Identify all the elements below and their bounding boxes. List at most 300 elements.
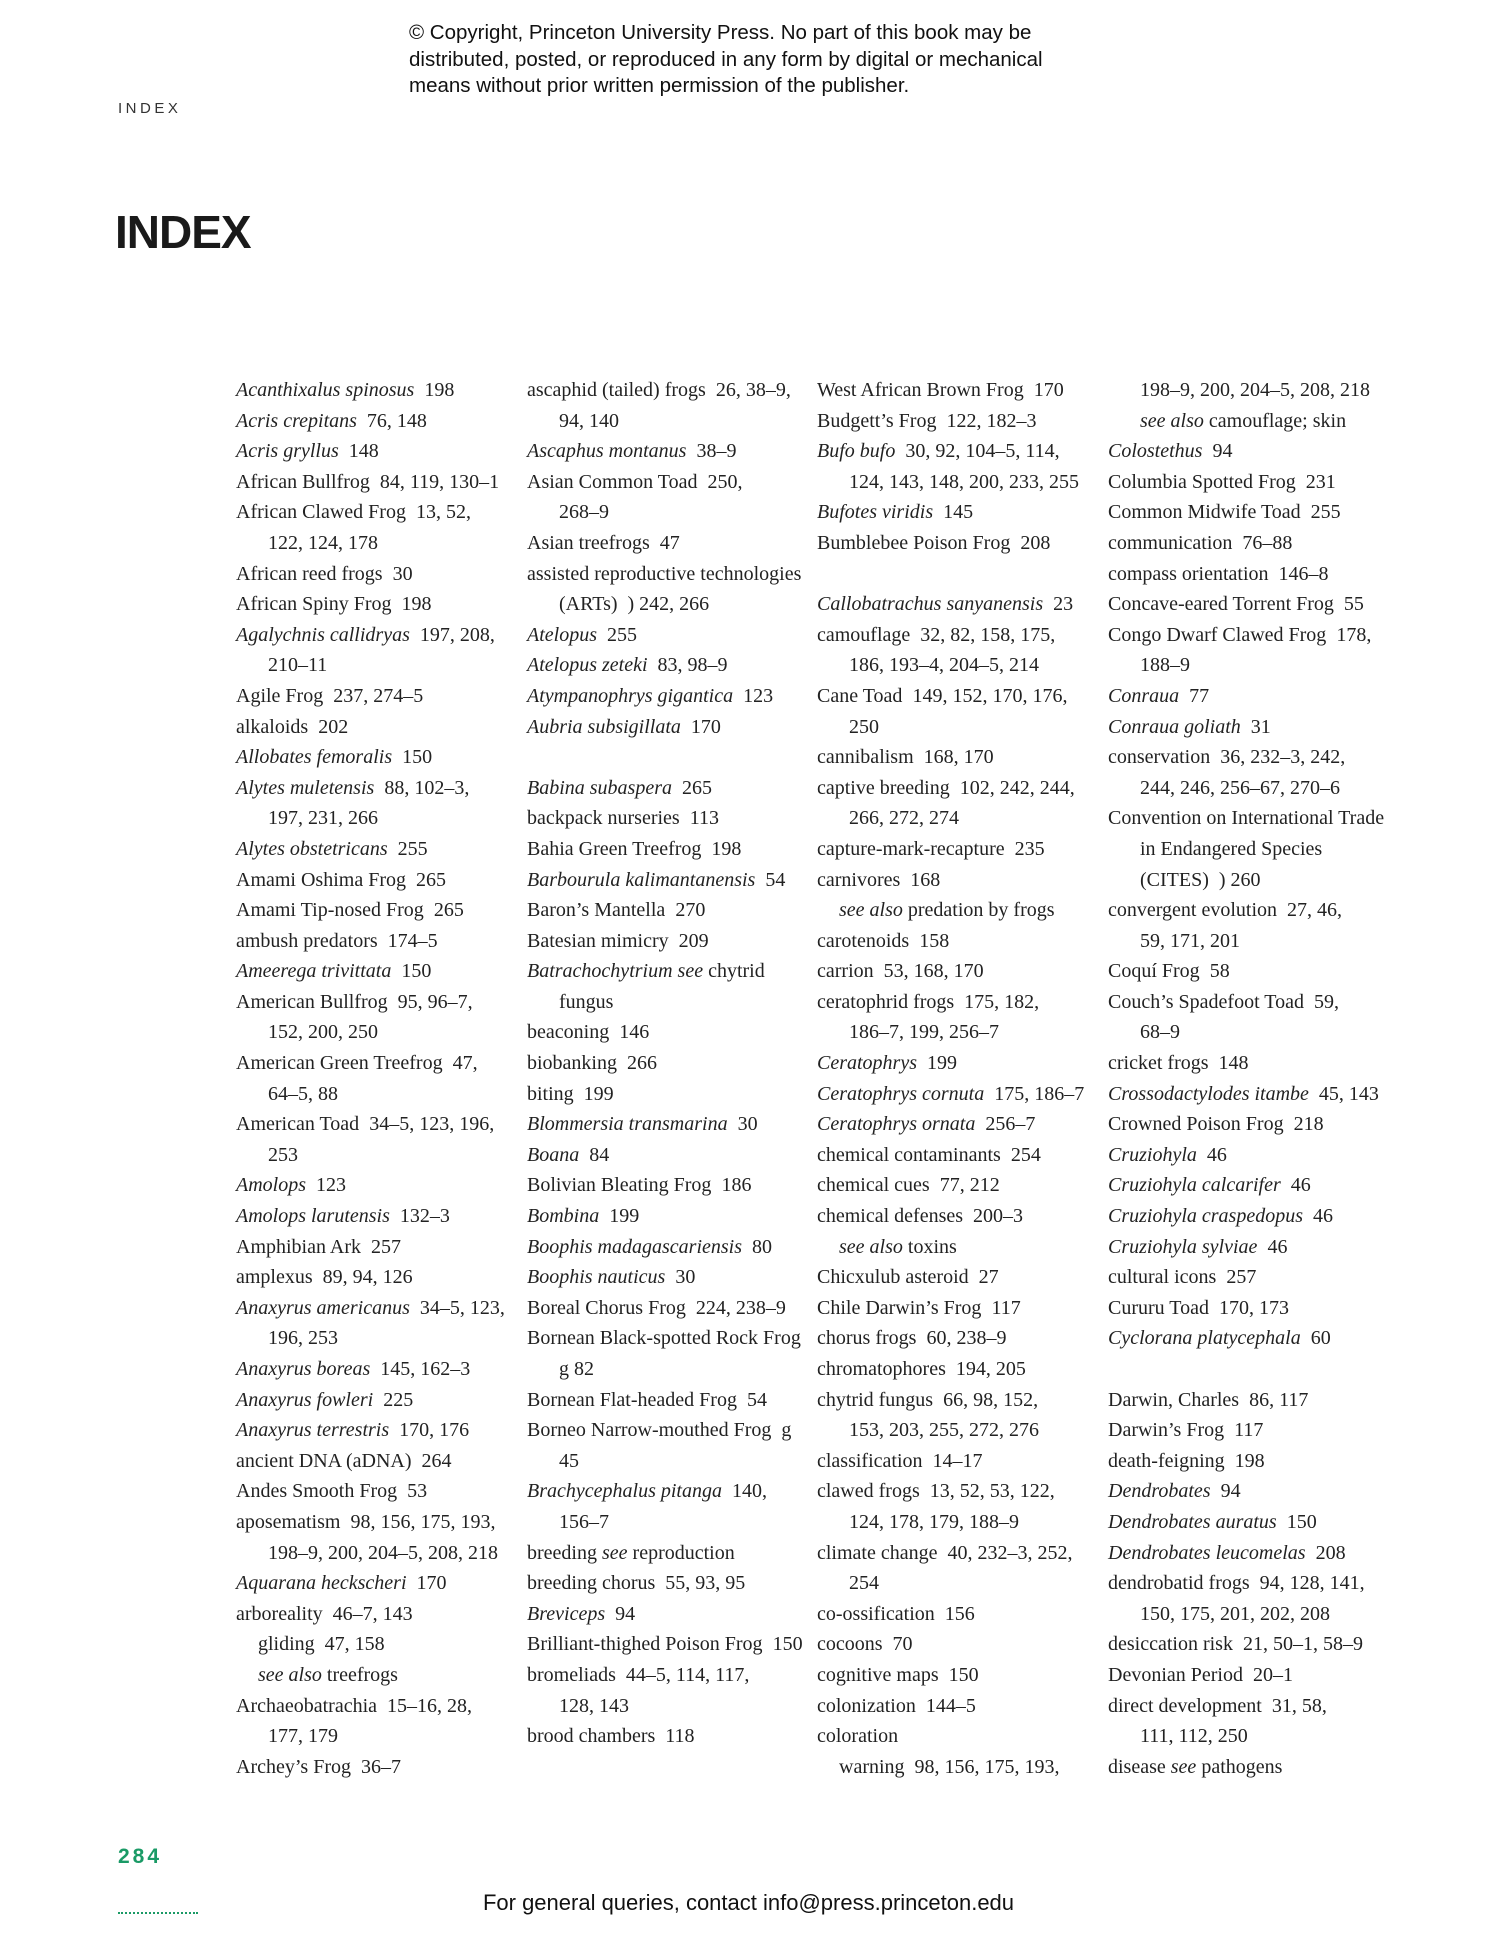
index-entry bbox=[1108, 1385, 1393, 1416]
index-pages: 150 bbox=[948, 1663, 979, 1686]
index-entry bbox=[236, 742, 521, 773]
index-pages: 224, 238–9 bbox=[695, 1296, 786, 1319]
index-pages: 60 bbox=[1310, 1327, 1331, 1350]
see-label: see bbox=[596, 1541, 633, 1564]
index-pages: 199 bbox=[583, 1082, 614, 1105]
index-pages: 170, 173 bbox=[1219, 1296, 1289, 1319]
index-entry bbox=[817, 1201, 1102, 1232]
index-pages: 264 bbox=[421, 1449, 452, 1472]
index-term: Ameerega trivittata bbox=[236, 960, 392, 983]
index-entry bbox=[236, 620, 521, 681]
index-pages: 30 bbox=[392, 562, 413, 585]
index-entry bbox=[236, 589, 521, 620]
index-entry bbox=[236, 1385, 521, 1416]
index-entry bbox=[817, 956, 1102, 987]
index-term: Amphibian Ark bbox=[236, 1235, 361, 1258]
index-term: beaconing bbox=[527, 1021, 610, 1044]
index-term: chorus frogs bbox=[817, 1327, 917, 1350]
index-term: Aubria subsigillata bbox=[527, 715, 681, 738]
index-entry bbox=[1108, 956, 1393, 987]
index-term: Archey’s Frog bbox=[236, 1755, 351, 1778]
index-entry bbox=[817, 895, 1102, 926]
index-term: Brilliant-thighed Poison Frog bbox=[527, 1633, 763, 1656]
index-entry bbox=[527, 1293, 812, 1324]
index-pages: 46 bbox=[1313, 1205, 1333, 1228]
index-entry bbox=[1108, 1415, 1393, 1446]
index-pages: 77 bbox=[1189, 684, 1210, 707]
index-pages: 174–5 bbox=[387, 929, 438, 952]
index-term: Chile Darwin’s Frog bbox=[817, 1296, 982, 1319]
index-term: Chicxulub asteroid bbox=[817, 1266, 969, 1289]
index-term: amplexus bbox=[236, 1266, 313, 1289]
index-entry bbox=[527, 712, 812, 743]
index-term: Bufo bufo bbox=[817, 440, 896, 463]
index-term: Acris gryllus bbox=[236, 440, 339, 463]
index-term: American Toad bbox=[236, 1113, 360, 1136]
index-pages: 47, 158 bbox=[324, 1633, 385, 1656]
index-entry bbox=[527, 1415, 812, 1476]
index-term: Baron’s Mantella bbox=[527, 899, 666, 922]
index-pages: 76, 148 bbox=[366, 409, 427, 432]
index-entry bbox=[236, 712, 521, 743]
index-term: Ceratophrys bbox=[817, 1052, 917, 1075]
index-entry bbox=[817, 375, 1102, 406]
see-also-label: see also bbox=[258, 1663, 322, 1686]
index-entry bbox=[817, 1262, 1102, 1293]
index-entry bbox=[1108, 497, 1393, 528]
index-entry bbox=[1108, 1232, 1393, 1263]
index-entry bbox=[1108, 742, 1393, 803]
index-pages: 36–7 bbox=[360, 1755, 401, 1778]
index-entry bbox=[817, 1446, 1102, 1477]
index-term: Bumblebee Poison Frog bbox=[817, 531, 1011, 554]
index-pages: 13, 52, 53, 122, 124, 178, 179, 188–9 bbox=[849, 1480, 1055, 1533]
index-pages: 58 bbox=[1209, 960, 1230, 983]
index-pages: 132–3 bbox=[399, 1205, 450, 1228]
index-entry bbox=[527, 1201, 812, 1232]
index-entry bbox=[817, 926, 1102, 957]
index-entry bbox=[236, 1048, 521, 1109]
index-term: Anaxyrus americanus bbox=[236, 1296, 410, 1319]
index-entry bbox=[817, 1660, 1102, 1691]
index-entry bbox=[817, 1048, 1102, 1079]
index-entry bbox=[236, 926, 521, 957]
index-term: Acanthixalus spinosus bbox=[236, 379, 415, 401]
index-pages: 23 bbox=[1053, 593, 1074, 616]
index-term: Alytes obstetricans bbox=[236, 837, 388, 860]
see-label: see bbox=[672, 960, 709, 983]
index-pages: 20–1 bbox=[1252, 1663, 1293, 1686]
index-term: Brachycephalus pitanga bbox=[527, 1480, 722, 1503]
index-entry bbox=[817, 406, 1102, 437]
index-entry bbox=[236, 1354, 521, 1385]
index-entry bbox=[817, 865, 1102, 896]
index-pages: 150 bbox=[401, 960, 432, 983]
index-pages: 31 bbox=[1250, 715, 1271, 738]
index-entry bbox=[1108, 1262, 1393, 1293]
index-term: Agalychnis callidryas bbox=[236, 623, 410, 646]
index-pages: 117 bbox=[991, 1296, 1021, 1319]
index-pages: 265 bbox=[682, 776, 712, 799]
index-entry bbox=[527, 895, 812, 926]
index-pages: 198 bbox=[401, 593, 432, 616]
index-pages: 194, 205 bbox=[955, 1358, 1026, 1380]
index-pages: 148 bbox=[1218, 1052, 1249, 1075]
index-pages: 47, 64–5, 88 bbox=[268, 1052, 478, 1105]
index-column-3 bbox=[817, 375, 1102, 1782]
index-term: convergent evolution bbox=[1108, 899, 1278, 922]
index-term: carrion bbox=[817, 960, 874, 983]
index-term: chemical defenses bbox=[817, 1205, 964, 1228]
index-entry bbox=[817, 1354, 1102, 1385]
index-entry bbox=[817, 1629, 1102, 1660]
index-pages: 144–5 bbox=[925, 1694, 976, 1717]
cross-reference: camouflage; skin bbox=[1208, 409, 1347, 432]
index-entry bbox=[1108, 1323, 1393, 1354]
index-entry bbox=[236, 865, 521, 896]
index-term: Agile Frog bbox=[236, 684, 324, 707]
index-term: Cruziohyla bbox=[1108, 1143, 1197, 1166]
index-pages: 175, 182, 186–7, 199, 256–7 bbox=[849, 990, 1040, 1044]
index-pages: 46 bbox=[1206, 1143, 1227, 1166]
index-pages: 80 bbox=[752, 1235, 772, 1258]
index-term: Asian Common Toad bbox=[527, 470, 698, 493]
index-pages: 123 bbox=[316, 1174, 346, 1197]
index-term: Dendrobates auratus bbox=[1108, 1510, 1277, 1533]
index-entry bbox=[1108, 559, 1393, 590]
index-term: Amami Tip-nosed Frog bbox=[236, 899, 424, 922]
index-entry bbox=[527, 1385, 812, 1416]
index-term: direct development bbox=[1108, 1694, 1262, 1717]
index-entry bbox=[527, 467, 812, 528]
index-term: Bufotes viridis bbox=[817, 501, 934, 524]
index-entry bbox=[527, 1170, 812, 1201]
index-pages: 255 bbox=[397, 837, 428, 860]
index-entry bbox=[527, 1629, 812, 1660]
index-entry bbox=[527, 1568, 812, 1599]
index-term: brood chambers bbox=[527, 1725, 656, 1748]
index-entry bbox=[527, 1660, 812, 1721]
index-entry bbox=[1108, 1293, 1393, 1324]
index-pages: 98, 156, 175, 193, bbox=[914, 1755, 1060, 1778]
index-pages: 122, 182–3 bbox=[946, 409, 1037, 432]
index-term: Breviceps bbox=[527, 1602, 606, 1625]
index-term: aposematism bbox=[236, 1510, 341, 1533]
index-pages: 256–7 bbox=[985, 1113, 1036, 1136]
index-entry bbox=[1108, 1446, 1393, 1477]
index-entry bbox=[527, 834, 812, 865]
index-entry bbox=[236, 559, 521, 590]
index-pages: 36, 232–3, 242, 244, 246, 256–67, 270–6 bbox=[1140, 746, 1346, 799]
index-term: Cyclorana platycephala bbox=[1108, 1327, 1301, 1350]
index-pages: 84, 119, 130–1 bbox=[379, 470, 500, 493]
index-term: carotenoids bbox=[817, 929, 910, 952]
index-term: Concave-eared Torrent Frog bbox=[1108, 593, 1334, 616]
cross-reference: reproduction bbox=[632, 1541, 735, 1564]
index-term: death-feigning bbox=[1108, 1449, 1225, 1472]
index-pages: 146 bbox=[619, 1021, 650, 1044]
index-entry bbox=[527, 436, 812, 467]
index-term: co-ossification bbox=[817, 1602, 935, 1625]
index-entry bbox=[527, 1476, 812, 1537]
index-column-1 bbox=[236, 375, 521, 1782]
index-entry bbox=[527, 1599, 812, 1630]
see-label: see bbox=[1165, 1755, 1202, 1778]
index-entry bbox=[527, 1721, 812, 1752]
index-entry bbox=[527, 803, 812, 834]
index-term: Couch’s Spadefoot Toad bbox=[1108, 990, 1304, 1013]
index-entry bbox=[236, 467, 521, 498]
index-entry bbox=[817, 1599, 1102, 1630]
index-column-4 bbox=[1108, 375, 1393, 1782]
index-entry bbox=[1108, 1170, 1393, 1201]
cross-reference: pathogens bbox=[1201, 1755, 1283, 1778]
index-pages: 54 bbox=[765, 868, 786, 891]
index-pages: 32, 82, 158, 175, 186, 193–4, 204–5, 214 bbox=[849, 623, 1056, 677]
index-term: Darwin’s Frog bbox=[1108, 1419, 1225, 1442]
index-pages: 55, 93, 95 bbox=[665, 1572, 746, 1595]
index-term: Amolops bbox=[236, 1174, 306, 1197]
index-pages: 34–5, 123, 196, 253 bbox=[268, 1113, 495, 1166]
index-term: Columbia Spotted Frog bbox=[1108, 470, 1296, 493]
index-term: Darwin, Charles bbox=[1108, 1388, 1240, 1411]
index-term: Cruziohyla sylviae bbox=[1108, 1235, 1258, 1258]
index-pages: 89, 94, 126 bbox=[322, 1266, 413, 1289]
index-term: Anaxyrus terrestris bbox=[236, 1419, 390, 1442]
cross-reference: predation by frogs bbox=[907, 899, 1055, 922]
index-entry bbox=[1108, 1507, 1393, 1538]
index-pages: 55 bbox=[1343, 593, 1364, 616]
index-entry bbox=[527, 1079, 812, 1110]
index-pages: 70 bbox=[892, 1633, 913, 1656]
index-pages: 27 bbox=[978, 1266, 999, 1289]
index-term: Coquí Frog bbox=[1108, 960, 1200, 983]
index-entry bbox=[527, 528, 812, 559]
index-pages: 44–5, 114, 117, 128, 143 bbox=[559, 1663, 750, 1717]
index-pages: 27, 46, 59, 171, 201 bbox=[1140, 899, 1343, 952]
index-pages: 145 bbox=[943, 501, 974, 524]
index-entry bbox=[1108, 803, 1393, 895]
index-pages: 218 bbox=[1293, 1113, 1324, 1136]
index-term: desiccation risk bbox=[1108, 1633, 1233, 1656]
index-term: captive breeding bbox=[817, 776, 950, 799]
index-letter-gap bbox=[527, 742, 812, 773]
index-entry bbox=[1108, 712, 1393, 743]
index-entry bbox=[527, 681, 812, 712]
index-term: Bahia Green Treefrog bbox=[527, 837, 702, 860]
index-pages: 40, 232–3, 252, 254 bbox=[849, 1541, 1073, 1595]
index-pages: 140, 156–7 bbox=[559, 1480, 767, 1533]
index-pages: 265 bbox=[416, 868, 446, 891]
index-term: conservation bbox=[1108, 746, 1211, 769]
index-pages: 30, 92, 104–5, 114, 124, 143, 148, 200, 233, 255 bbox=[849, 440, 1079, 493]
index-pages: 53 bbox=[407, 1480, 428, 1503]
index-entry bbox=[1108, 1568, 1393, 1629]
index-term: communication bbox=[1108, 531, 1233, 554]
index-term: camouflage bbox=[817, 623, 911, 646]
index-term: chemical cues bbox=[817, 1174, 930, 1197]
index-term: African Bullfrog bbox=[236, 470, 370, 493]
index-pages: 250, 268–9 bbox=[559, 470, 743, 524]
index-pages: 76–88 bbox=[1242, 531, 1293, 554]
index-pages: 38–9 bbox=[696, 440, 737, 463]
index-term: Budgett’s Frog bbox=[817, 409, 937, 432]
index-pages: 53, 168, 170 bbox=[883, 960, 984, 983]
index-entry bbox=[236, 375, 521, 406]
index-entry bbox=[236, 1262, 521, 1293]
index-entry bbox=[817, 987, 1102, 1048]
see-also-label: see also bbox=[839, 899, 903, 922]
index-pages: 168 bbox=[910, 868, 941, 891]
index-term: Cururu Toad bbox=[1108, 1296, 1209, 1319]
index-term: coloration bbox=[817, 1725, 899, 1748]
index-entry bbox=[817, 1721, 1102, 1752]
index-entry bbox=[1108, 1660, 1393, 1691]
index-entry bbox=[817, 1079, 1102, 1110]
index-entry bbox=[527, 650, 812, 681]
index-entry bbox=[1108, 1752, 1393, 1783]
index-entry bbox=[236, 956, 521, 987]
index-entry bbox=[1108, 375, 1393, 406]
index-pages: 59, 68–9 bbox=[1140, 990, 1339, 1044]
index-term: ascaphid (tailed) frogs bbox=[527, 379, 706, 401]
index-term: arboreality bbox=[236, 1602, 323, 1625]
index-entry bbox=[817, 528, 1102, 559]
index-letter-gap bbox=[1108, 1354, 1393, 1385]
index-pages: 83, 98–9 bbox=[657, 654, 728, 677]
index-term: Allobates femoralis bbox=[236, 746, 393, 769]
index-pages: 94 bbox=[615, 1602, 636, 1625]
index-pages: 47 bbox=[659, 531, 680, 554]
index-pages: 202 bbox=[318, 715, 349, 738]
index-pages: 60, 238–9 bbox=[926, 1327, 1007, 1350]
index-term: ceratophrid frogs bbox=[817, 990, 955, 1013]
index-term: Devonian Period bbox=[1108, 1663, 1243, 1686]
index-term: Babina subaspera bbox=[527, 776, 672, 799]
index-entry bbox=[1108, 1109, 1393, 1140]
index-pages: g 45 bbox=[559, 1419, 792, 1472]
index-term: African reed frogs bbox=[236, 562, 383, 585]
index-term: backpack nurseries bbox=[527, 807, 680, 830]
index-entry bbox=[236, 1109, 521, 1170]
index-entry bbox=[236, 1568, 521, 1599]
index-pages: 257 bbox=[371, 1235, 401, 1258]
index-term: cocoons bbox=[817, 1633, 883, 1656]
index-term: Callobatrachus sanyanensis bbox=[817, 593, 1044, 616]
index-pages: 123 bbox=[743, 684, 774, 707]
index-term: Andes Smooth Frog bbox=[236, 1480, 398, 1503]
index-entry bbox=[236, 1507, 521, 1568]
index-term: Boana bbox=[527, 1143, 580, 1166]
index-term: Dendrobates bbox=[1108, 1480, 1211, 1503]
index-pages: 158 bbox=[919, 929, 950, 952]
index-entry bbox=[817, 1293, 1102, 1324]
index-term: Atympanophrys gigantica bbox=[527, 684, 734, 707]
index-entry bbox=[527, 1323, 812, 1384]
index-term: Cruziohyla craspedopus bbox=[1108, 1205, 1303, 1228]
index-pages: 198 bbox=[1234, 1449, 1265, 1472]
page-number: 284 bbox=[118, 1845, 163, 1868]
index-entry bbox=[1108, 436, 1393, 467]
index-term: biting bbox=[527, 1082, 574, 1105]
index-term: Ascaphus montanus bbox=[527, 440, 687, 463]
index-entry bbox=[817, 834, 1102, 865]
index-term: Barbourula kalimantanensis bbox=[527, 868, 756, 891]
index-pages: 30 bbox=[675, 1266, 696, 1289]
index-term: Blommersia transmarina bbox=[527, 1113, 728, 1136]
index-pages: 198 bbox=[711, 837, 742, 860]
cross-reference: chytrid fungus bbox=[559, 960, 765, 1013]
index-term: Boophis madagascariensis bbox=[527, 1235, 742, 1258]
index-entry bbox=[1108, 620, 1393, 681]
see-also-label: see also bbox=[1140, 409, 1204, 432]
index-pages: 146–8 bbox=[1278, 562, 1329, 585]
index-term: Aquarana heckscheri bbox=[236, 1572, 407, 1595]
index-pages: 200–3 bbox=[973, 1205, 1024, 1228]
index-pages: 186 bbox=[721, 1174, 752, 1197]
index-entry bbox=[236, 1201, 521, 1232]
index-term: Conraua goliath bbox=[1108, 715, 1241, 738]
index-term: Cruziohyla calcarifer bbox=[1108, 1174, 1281, 1197]
index-entry bbox=[1108, 528, 1393, 559]
index-term: Ceratophrys ornata bbox=[817, 1113, 976, 1136]
index-pages: 117 bbox=[1234, 1419, 1264, 1442]
index-pages: 54 bbox=[746, 1388, 767, 1411]
index-entry bbox=[527, 620, 812, 651]
index-pages: 31, 58, 111, 112, 250 bbox=[1140, 1694, 1327, 1748]
index-pages: 170, 176 bbox=[399, 1419, 470, 1442]
index-term: African Clawed Frog bbox=[236, 501, 406, 524]
index-term: Batrachochytrium bbox=[527, 960, 673, 983]
index-pages: 102, 242, 244, 266, 272, 274 bbox=[849, 776, 1075, 830]
index-entry bbox=[1108, 1079, 1393, 1110]
index-pages: 77, 212 bbox=[939, 1174, 1000, 1197]
index-term: colonization bbox=[817, 1694, 916, 1717]
index-entry bbox=[817, 1109, 1102, 1140]
index-term: compass orientation bbox=[1108, 562, 1269, 585]
cross-reference: treefrogs bbox=[326, 1663, 398, 1686]
index-pages: 150 bbox=[402, 746, 433, 769]
index-entry bbox=[1108, 1629, 1393, 1660]
index-term: ambush predators bbox=[236, 929, 378, 952]
index-term: Borneo Narrow-mouthed Frog bbox=[527, 1419, 772, 1442]
index-entry bbox=[527, 956, 812, 1017]
index-term: carnivores bbox=[817, 868, 901, 891]
index-pages: 197, 208, 210–11 bbox=[268, 623, 495, 677]
index-entry bbox=[236, 1629, 521, 1660]
index-pages: 168, 170 bbox=[923, 746, 994, 769]
index-pages: 66, 98, 152, 153, 203, 255, 272, 276 bbox=[849, 1388, 1039, 1442]
index-pages: 257 bbox=[1226, 1266, 1257, 1289]
index-pages: 208 bbox=[1020, 531, 1051, 554]
index-entry bbox=[236, 773, 521, 834]
index-pages: 266 bbox=[627, 1052, 657, 1075]
index-term: Asian treefrogs bbox=[527, 531, 650, 554]
index-term: alkaloids bbox=[236, 715, 309, 738]
index-entry bbox=[1108, 681, 1393, 712]
index-term: Ceratophrys cornuta bbox=[817, 1082, 985, 1105]
index-pages: g 82 bbox=[559, 1358, 594, 1380]
index-column-2 bbox=[527, 375, 812, 1752]
index-entry bbox=[1108, 1538, 1393, 1569]
index-entry bbox=[1108, 1140, 1393, 1171]
index-term: Boreal Chorus Frog bbox=[527, 1296, 686, 1319]
index-term: Anaxyrus fowleri bbox=[236, 1388, 374, 1411]
index-entry bbox=[817, 1140, 1102, 1171]
index-entry bbox=[817, 497, 1102, 528]
index-term: Bornean Flat-headed Frog bbox=[527, 1388, 737, 1411]
index-term: gliding bbox=[258, 1633, 315, 1656]
